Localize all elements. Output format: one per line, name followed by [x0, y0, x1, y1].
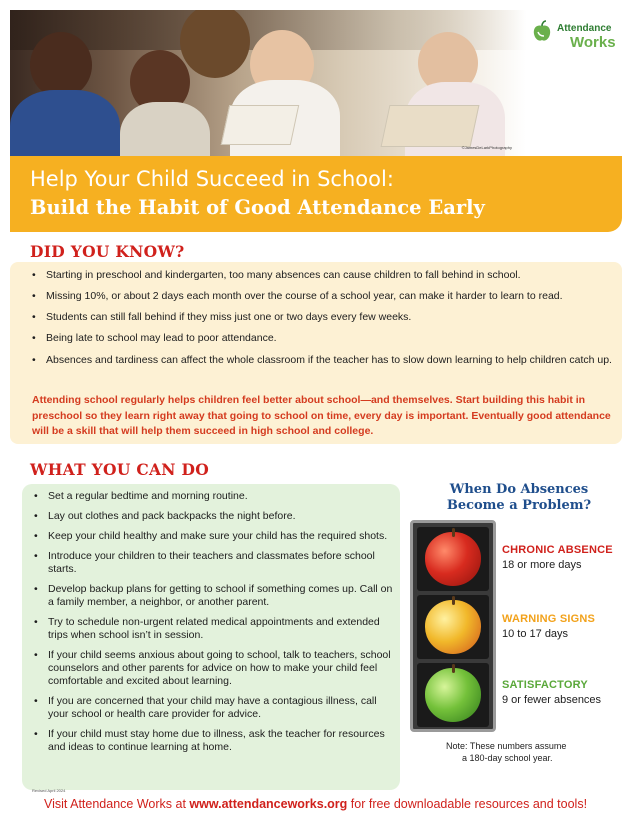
- photo-child-1-body: [10, 90, 120, 156]
- photo-credit: ©JamesDeLarkPhotography: [461, 145, 512, 150]
- page-title-line2: Build the Habit of Good Attendance Early: [30, 196, 485, 219]
- footer-link[interactable]: www.attendanceworks.org: [189, 797, 348, 811]
- absences-title-line1: When Do Absences: [449, 482, 589, 497]
- status-label: SATISFACTORY: [502, 679, 588, 691]
- photo-child-1: [30, 32, 92, 98]
- list-item: • Keep your child healthy and make sure your child has the required shots.: [34, 530, 394, 543]
- note-line1: Note: These numbers assume: [446, 741, 567, 751]
- page-title-line1: Help Your Child Succeed in School:: [30, 167, 394, 191]
- logo-text-works: Works: [570, 34, 616, 51]
- list-item: • Introduce your children to their teachers and classmates before school starts.: [34, 550, 394, 576]
- list-item: • Set a regular bedtime and morning routine.: [34, 490, 394, 503]
- did-you-know-box: [10, 262, 622, 444]
- attendance-works-logo[interactable]: [528, 12, 623, 52]
- photo-child-2-body: [120, 102, 210, 156]
- footer-suffix: for free downloadable resources and tools!: [347, 797, 588, 811]
- red-apple-icon: [425, 532, 481, 586]
- apple-stem: [452, 596, 455, 605]
- list-item: • Starting in preschool and kindergarten, too many absences can cause children to fall behind in school.: [32, 269, 617, 282]
- footer-prefix: Visit Attendance Works at: [43, 797, 190, 811]
- photo-book-2: [381, 105, 480, 147]
- what-you-can-do-list: [34, 490, 394, 761]
- traffic-light-cell-red: [417, 527, 489, 591]
- photo-book-1: [221, 105, 300, 145]
- note-line2: a 180-day school year.: [462, 753, 553, 763]
- what-you-can-do-heading: WHAT YOU CAN DO: [30, 460, 210, 479]
- traffic-light: [410, 520, 496, 732]
- did-you-know-heading: DID YOU KNOW?: [30, 242, 185, 261]
- yellow-apple-icon: [425, 600, 481, 654]
- list-item: • If you are concerned that your child may have a contagious illness, call your school or health care provider for advice.: [34, 695, 394, 721]
- list-item: • Lay out clothes and pack backpacks the night before.: [34, 510, 394, 523]
- green-apple-icon: [425, 668, 481, 722]
- title-banner: [10, 156, 622, 232]
- did-you-know-list: [32, 269, 617, 379]
- absences-title-line2: Become a Problem?: [446, 498, 592, 513]
- footer: [0, 797, 631, 811]
- list-item: • Missing 10%, or about 2 days each month over the course of a school year, can make it harder to learn to read.: [32, 290, 617, 303]
- apple-stem: [452, 528, 455, 537]
- what-you-can-do-box: [22, 484, 400, 790]
- list-item: • Students can still fall behind if they miss just one or two days every few weeks.: [32, 311, 617, 324]
- status-satisfactory: [502, 679, 601, 706]
- status-chronic-absence: [502, 544, 613, 571]
- traffic-light-cell-green: [417, 663, 489, 727]
- list-item: • Develop backup plans for getting to school if something comes up. Call on a family member, a neighbor, or another parent.: [34, 583, 394, 609]
- list-item: • If your child must stay home due to illness, ask the teacher for resources and ideas to continue learning at home.: [34, 728, 394, 754]
- revised-date: Revised April 2024: [32, 788, 66, 793]
- list-item: • Try to schedule non-urgent related medical appointments and extended trips when school isn’t in session.: [34, 616, 394, 642]
- did-you-know-paragraph: Attending school regularly helps children feel better about school—and themselves. Start building this habit in preschool so they learn right away that going to school on time, every day is important. Eventually good attendance will be a skill that will help them succeed in high school and college.: [32, 394, 611, 437]
- status-value: 10 to 17 days: [502, 628, 569, 640]
- status-label: WARNING SIGNS: [502, 613, 596, 625]
- status-label: CHRONIC ABSENCE: [502, 544, 613, 556]
- status-value: 18 or more days: [502, 559, 582, 571]
- apple-hand-icon: [530, 20, 554, 44]
- status-value: 9 or fewer absences: [502, 694, 602, 706]
- photo-adult: [180, 10, 250, 78]
- absences-note: [446, 740, 596, 764]
- absences-title: [424, 482, 614, 514]
- traffic-light-cell-yellow: [417, 595, 489, 659]
- list-item: • Being late to school may lead to poor attendance.: [32, 332, 617, 345]
- list-item: • Absences and tardiness can affect the whole classroom if the teacher has to slow down learning to help children catch up.: [32, 349, 617, 371]
- hero-photo: [10, 10, 526, 156]
- logo-text-attendance: Attendance: [557, 23, 612, 34]
- list-item: • If your child seems anxious about going to school, talk to teachers, school counselors and other parents for advice on how to make your child feel comfortable and excited about learning.: [34, 649, 394, 688]
- status-warning-signs: [502, 613, 595, 640]
- apple-stem: [452, 664, 455, 673]
